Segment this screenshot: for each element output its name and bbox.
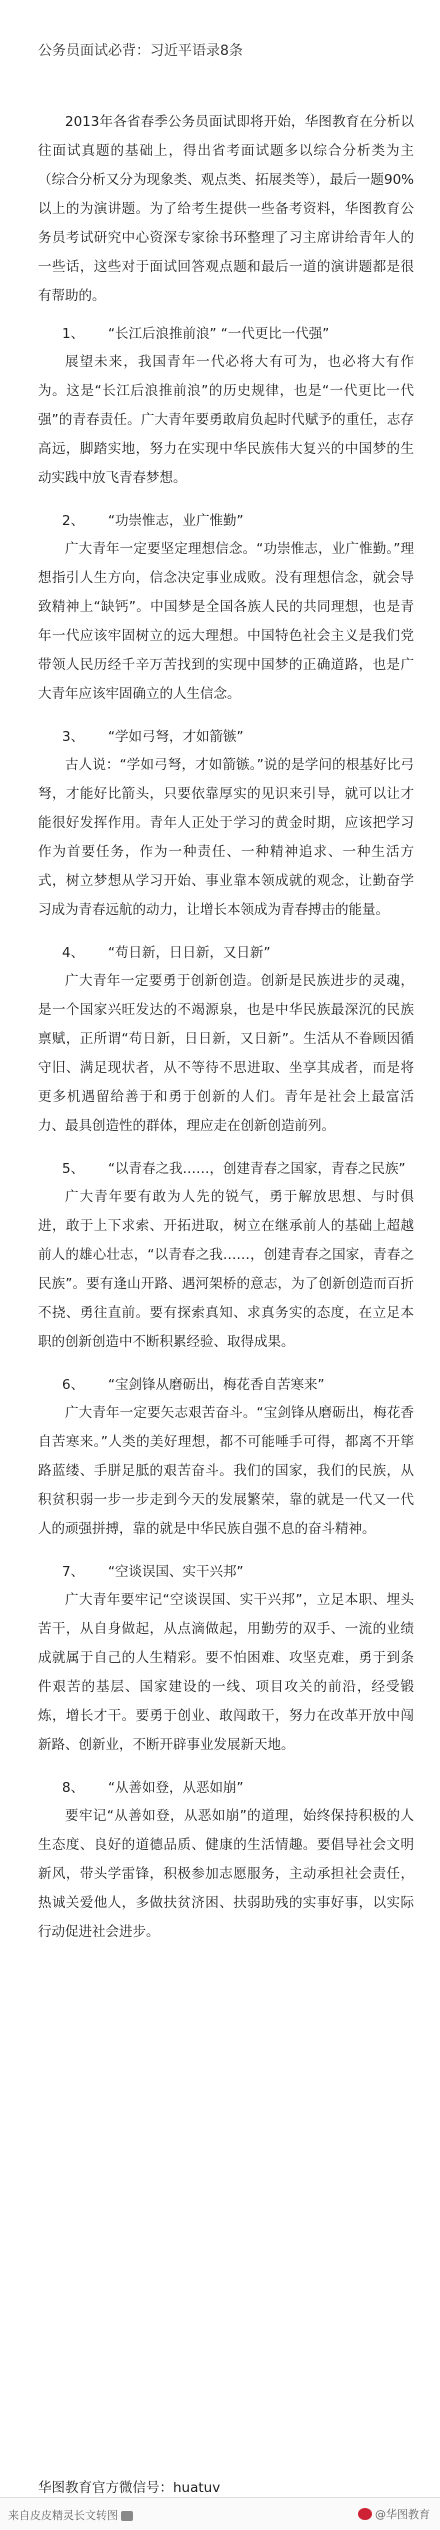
section-number: 2、 [62, 513, 85, 529]
section-8 [38, 1774, 414, 1947]
article-body [38, 108, 414, 1961]
section-number: 1、 [62, 326, 85, 342]
section-quote: “宝剑锋从磨砺出，梅花香自苦寒来” [108, 1377, 325, 1393]
section-quote: “学如弓弩，才如箭镞” [108, 729, 244, 745]
section-text: 广大青年一定要坚定理想信念。“功崇惟志，业广惟勤。”理想指引人生方向，信念决定事业成败。没有理想信念，就会导致精神上“缺钙”。中国梦是全国各族人民的共同理想，也是青年一代应该牢固树立的远大理想。中国特色社会主义是我们党带领人民历经千辛万苦找到的实现中国梦的正确道路，也是广大青年应该牢固确立的人生信念。 [38, 541, 414, 702]
section-5 [38, 1155, 414, 1357]
watermark [358, 2506, 430, 2522]
section-quote: “长江后浪推前浪” “一代更比一代强” [108, 326, 330, 342]
section-7 [38, 1558, 414, 1760]
section-text: 要牢记“从善如登，从恶如崩”的道理，始终保持积极的人生态度、良好的道德品质、健康的生活情趣。要倡导社会文明新风，带头学雷锋，积极参加志愿服务，主动承担社会责任，热诚关爱他人，多做扶贫济困、扶弱助残的实事好事，以实际行动促进社会进步。 [38, 1808, 414, 1940]
section-number: 8、 [62, 1780, 85, 1796]
section-number: 5、 [62, 1161, 85, 1177]
section-quote: “空谈误国、实干兴邦” [108, 1564, 244, 1580]
section-quote: “苟日新，日日新，又日新” [108, 945, 271, 961]
source-text: 来自皮皮精灵长文转图 [8, 2509, 118, 2522]
section-text: 广大青年一定要矢志艰苦奋斗。“宝剑锋从磨砺出，梅花香自苦寒来。”人类的美好理想，都不可能唾手可得，都离不开筚路蓝缕、手胼足胝的艰苦奋斗。我们的国家，我们的民族，从积贫积弱一步一步走到今天的发展繁荣，靠的就是一代又一代人的顽强拼搏，靠的就是中华民族自强不息的奋斗精神。 [38, 1405, 414, 1537]
section-text: 古人说：“学如弓弩，才如箭镞。”说的是学问的根基好比弓弩，才能好比箭头，只要依靠厚实的见识来引导，就可以让才能很好发挥作用。青年人正处于学习的黄金时期，应该把学习作为首要任务，作为一种责任、一种精神追求、一种生活方式，树立梦想从学习开始、事业靠本领成就的观念，让勤奋学习成为青春远航的动力，让增长本领成为青春搏击的能量。 [38, 757, 414, 918]
section-quote: “功崇惟志，业广惟勤” [108, 513, 244, 529]
section-6 [38, 1371, 414, 1544]
section-4 [38, 939, 414, 1141]
section-2 [38, 507, 414, 709]
section-number: 4、 [62, 945, 85, 961]
watermark-text: @华图教育 [375, 2508, 430, 2521]
section-text: 展望未来，我国青年一代必将大有可为，也必将大有作为。这是“长江后浪推前浪”的历史规律，也是“一代更比一代强”的青春责任。广大青年要勇敢肩负起时代赋予的重任，志存高远，脚踏实地，努力在实现中华民族伟大复兴的中国梦的生动实践中放飞青春梦想。 [38, 354, 414, 486]
app-icon [121, 2511, 133, 2521]
section-1 [38, 320, 414, 493]
page-title: 公务员面试必背：习近平语录8条 [38, 43, 243, 59]
section-text: 广大青年要牢记“空谈误国、实干兴邦”，立足本职、埋头苦干，从自身做起，从点滴做起，用勤劳的双手、一流的业绩成就属于自己的人生精彩。要不怕困难、攻坚克难，勇于到条件艰苦的基层、国家建设的一线、项目攻关的前沿，经受锻炼，增长才干。要勇于创业、敢闯敢干，努力在改革开放中闯新路、创新业，不断开辟事业发展新天地。 [38, 1592, 414, 1753]
section-heading [38, 507, 414, 535]
section-heading [38, 1774, 414, 1802]
section-quote: “从善如登，从恶如崩” [108, 1780, 244, 1796]
section-number: 3、 [62, 729, 85, 745]
intro-paragraph: 2013年各省春季公务员面试即将开始，华图教育在分析以往面试真题的基础上，得出省考面试题多以综合分析类为主（综合分析又分为现象类、观点类、拓展类等），最后一题90%以上的为演讲题。为了给考生提供一些备考资料，华图教育公务员考试研究中心资深专家徐书环整理了习主席讲给青年人的一些话，这些对于面试回答观点题和最后一道的演讲题都是很有帮助的。 [38, 114, 414, 304]
section-heading [38, 723, 414, 751]
section-heading [38, 320, 414, 348]
section-heading [38, 1155, 414, 1183]
bottom-bar [0, 2497, 440, 2530]
section-heading [38, 1558, 414, 1586]
section-text: 广大青年一定要勇于创新创造。创新是民族进步的灵魂，是一个国家兴旺发达的不竭源泉，也是中华民族最深沉的民族禀赋，正所谓“苟日新，日日新，又日新”。生活从不眷顾因循守旧、满足现状者，从不等待不思进取、坐享其成者，而是将更多机遇留给善于和勇于创新的人们。青年是社会上最富活力、最具创造性的群体，理应走在创新创造前列。 [38, 973, 414, 1134]
section-number: 7、 [62, 1564, 85, 1580]
section-text: 广大青年要有敢为人先的锐气，勇于解放思想、与时俱进，敢于上下求索、开拓进取，树立在继承前人的基础上超越前人的雄心壮志，“以青春之我……，创建青春之国家，青春之民族”。要有逢山开路、遇河架桥的意志，为了创新创造而百折不挠、勇往直前。要有探索真知、求真务实的态度，在立足本职的创新创造中不断积累经验、取得成果。 [38, 1189, 414, 1350]
wechat-account-text: 华图教育官方微信号：huatuv [38, 2480, 221, 2496]
source-label [8, 2507, 133, 2523]
section-heading [38, 1371, 414, 1399]
section-number: 6、 [62, 1377, 85, 1393]
section-3 [38, 723, 414, 925]
weibo-logo-icon [358, 2508, 372, 2520]
section-quote: “以青春之我……，创建青春之国家，青春之民族” [108, 1161, 406, 1177]
section-heading [38, 939, 414, 967]
